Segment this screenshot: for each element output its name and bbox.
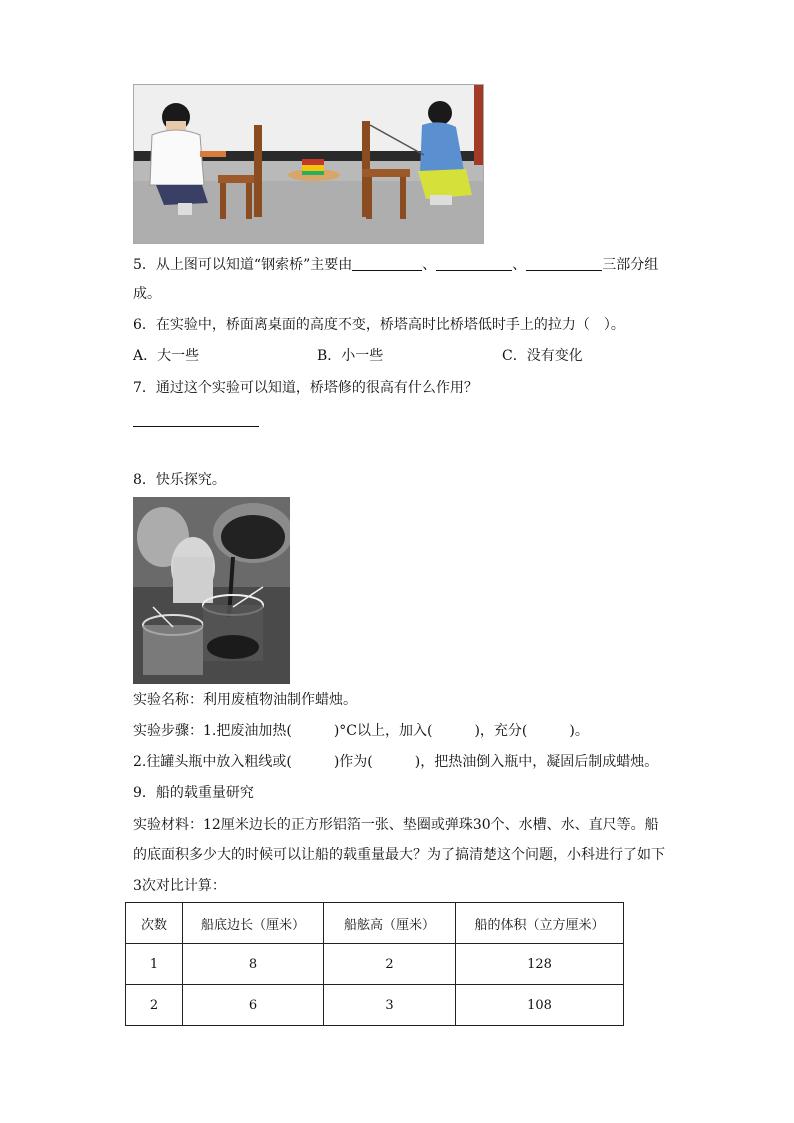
separator: 、 [422,257,437,273]
question-5-continuation: 成。 [133,286,161,302]
question-9-paragraph-line-3: 3次对比计算： [133,878,226,894]
experiment-step-1: 实验步骤：1.把废油加热( )°C以上，加入( )，充分( )。 [133,723,589,739]
table-header-cell: 船舷高（厘米） [324,903,456,944]
table-cell: 128 [456,944,624,985]
table-header-row [126,903,624,944]
table-row [126,985,624,1026]
answer-blank-3[interactable] [526,256,602,271]
answer-blank-1[interactable] [352,256,422,271]
bridge-experiment-photo [133,84,484,244]
table-row [126,944,624,985]
table-cell: 2 [126,985,183,1026]
question-9-title: 9．船的载重量研究 [133,785,254,801]
table-header-cell: 船的体积（立方厘米） [456,903,624,944]
answer-blank-2[interactable] [436,256,512,271]
table-cell: 2 [324,944,456,985]
question-7: 7．通过这个实验可以知道，桥塔修的很高有什么作用？ [133,380,478,396]
question-6: 6．在实验中，桥面离桌面的高度不变，桥塔高时比桥塔低时手上的拉力（ ）。 [133,317,625,333]
option-c[interactable]: C．没有变化 [502,348,583,364]
experiment-name: 实验名称：利用废植物油制作蜡烛。 [133,692,357,708]
table-cell: 3 [324,985,456,1026]
experiment-step-2: 2.往罐头瓶中放入粗线或( )作为( )，把热油倒入瓶中，凝固后制成蜡烛。 [133,754,659,770]
question-5-suffix: 三部分组 [602,257,659,273]
question-8-title: 8．快乐探究。 [133,472,226,488]
table-cell: 6 [183,985,324,1026]
table-cell: 8 [183,944,324,985]
candle-making-photo [133,497,290,684]
table-cell: 1 [126,944,183,985]
question-9-paragraph-line-1: 实验材料：12厘米边长的正方形铝箔一张、垫圈或弹珠30个、水槽、水、直尺等。船 [133,817,659,833]
table-cell: 108 [456,985,624,1026]
question-5 [133,255,658,275]
separator: 、 [512,257,527,273]
answer-line[interactable] [133,426,259,427]
table-header-cell: 船底边长（厘米） [183,903,324,944]
option-b[interactable]: B．小一些 [317,348,384,364]
option-a[interactable]: A．大一些 [133,348,200,364]
question-5-prefix: 5．从上图可以知道“钢索桥”主要由 [133,257,353,273]
table-header-cell: 次数 [126,903,183,944]
question-9-paragraph-line-2: 的底面积多少大的时候可以让船的载重量最大？为了搞清楚这个问题，小科进行了如下 [133,847,665,863]
boat-volume-table [125,902,624,1026]
